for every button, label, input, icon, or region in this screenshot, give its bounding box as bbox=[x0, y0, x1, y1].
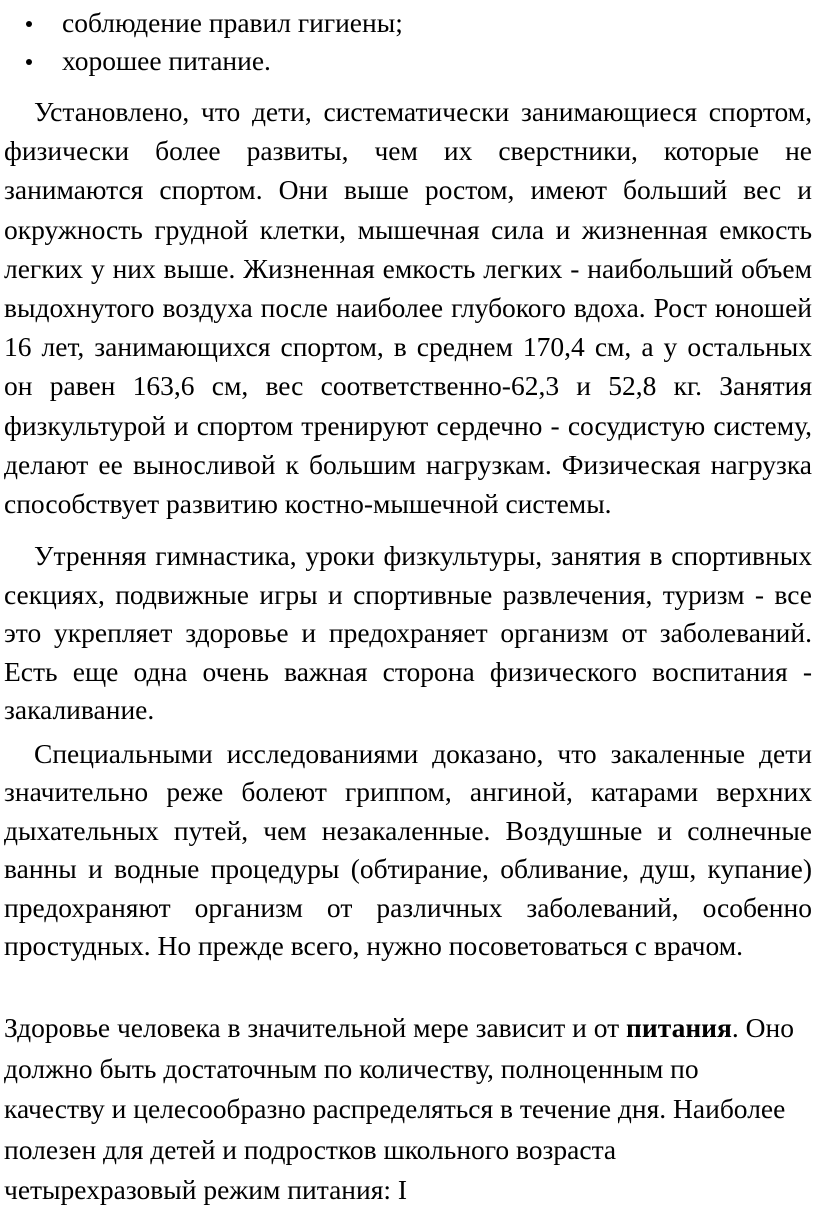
list-item bbox=[0, 4, 816, 42]
list-item bbox=[0, 42, 816, 80]
bullet-list bbox=[0, 4, 816, 80]
bullet-icon bbox=[26, 59, 32, 65]
list-item-text: соблюдение правил гигиены; bbox=[62, 7, 403, 38]
bold-term: питания bbox=[626, 1012, 732, 1043]
paragraph-sport-development bbox=[4, 92, 812, 523]
bullet-icon bbox=[26, 21, 32, 27]
paragraph-text: Утренняя гимнастика, уроки физкультуры, занятия в спортивных секциях, подвижные игры и спортивные развлечения, туризм - все это укрепляет здоровье и предохраняет организм от заболеваний. Есть еще одна очень важная сторона физического воспитания - закаливание. bbox=[4, 540, 812, 726]
paragraph-text: Специальными исследованиями доказано, что закаленные дети значительно реже болеют гриппом, ангиной, катарами верхних дыхательных путей, чем незакаленные. Воздушные и солнечные ванны и водные процедуры (обтирание, обливание, душ, купание) предохраняют организм от различных заболеваний, особенно простудных. Но прежде всего, нужно посоветоваться с врачом. bbox=[4, 738, 812, 962]
paragraph-hardening bbox=[4, 735, 812, 965]
paragraph-physical-activities bbox=[4, 537, 812, 730]
paragraph-nutrition bbox=[4, 1008, 804, 1211]
list-item-text: хорошее питание. bbox=[62, 45, 271, 76]
paragraph-text-end: . Оно должно быть достаточным по количеству, полноценным по качеству и целесообразно распределяться в течение дня. Наиболее полезен для детей и подростков школьного возраста четырехразовый режим питания: I bbox=[4, 1012, 794, 1205]
paragraph-text-start: Здоровье человека в значительной мере зависит и от bbox=[4, 1012, 627, 1043]
paragraph-text: Установлено, что дети, систематически занимающиеся спортом, физически более развиты, чем их сверстники, которые не занимаются спортом. Они выше ростом, имеют больший вес и окружность грудной клетки, мышечная сила и жизненная емкость легких у них выше. Жизненная емкость легких - наибольший объем выдохнутого воздуха после наиболее глубокого вдоха. Рост юношей 16 лет, занимающихся спортом, в среднем 170,4 см, а у остальных он равен 163,6 см, вес соответственно-62,3 и 52,8 кг. Занятия физкультурой и спортом тренируют сердечно - сосудистую систему, делают ее выносливой к большим нагрузкам. Физическая нагрузка способствует развитию костно-мышечной системы. bbox=[4, 96, 812, 520]
